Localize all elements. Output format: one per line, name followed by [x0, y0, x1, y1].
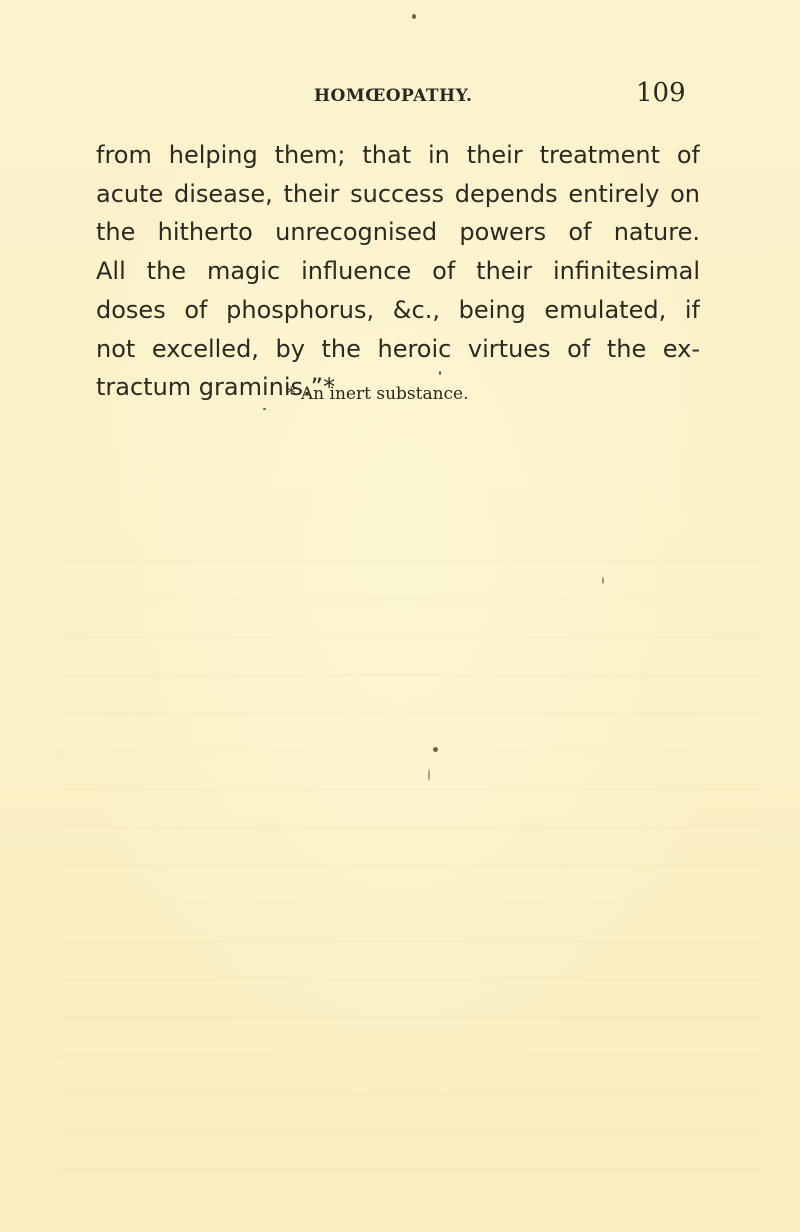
- paper-speck: [433, 747, 438, 752]
- text-line: tractum graminis.”*: [96, 373, 336, 402]
- paper-speck: [428, 769, 430, 781]
- footnote: * An inert substance.: [287, 384, 469, 404]
- text-line: doses of phosphorus, &c., being emulated, if: [96, 295, 700, 324]
- text-line: acute disease, their success depends entirely on: [96, 179, 700, 208]
- text-line: from helping them; that in their treatment of: [96, 141, 700, 169]
- text-line: All the magic influence of their infinitesimal: [96, 257, 700, 286]
- paper-speck: [602, 577, 604, 584]
- body-paragraph: [96, 136, 700, 407]
- text-line: not excelled, by the heroic virtues of the ex-: [96, 334, 700, 363]
- running-head: HOMŒOPATHY.: [314, 86, 473, 106]
- text-line: the hitherto unrecognised powers of nature.: [96, 218, 700, 247]
- paper-speck: [412, 14, 416, 19]
- show-through-from-reverse-page: [60, 560, 760, 1200]
- page-number: 109: [636, 78, 686, 108]
- paper-speck: [263, 408, 266, 410]
- paper-speck: [439, 371, 441, 375]
